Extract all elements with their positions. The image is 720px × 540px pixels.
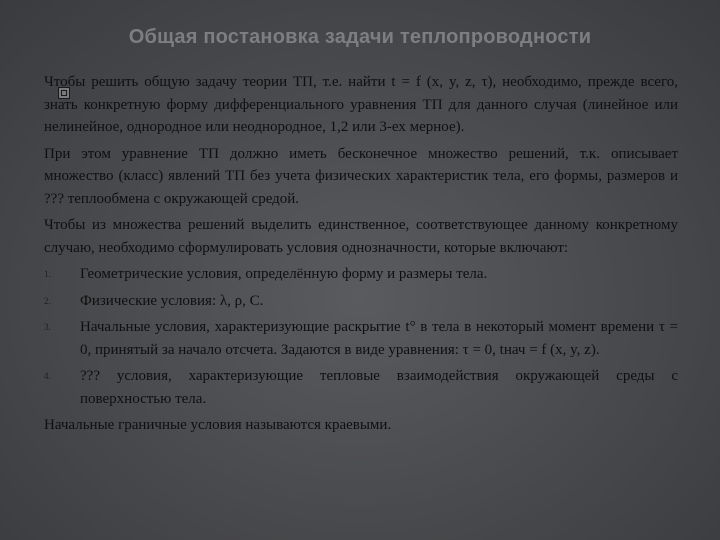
conditions-list [44, 263, 678, 410]
list-item-text: Начальные условия, характеризующие раскрытие t° в тела в некоторый момент времени τ = 0, принятый за начало отсчета. Задаются в виде уравнения: τ = 0, tнач = f (x, y, z). [80, 319, 678, 358]
paragraph-2: При этом уравнение ТП должно иметь бесконечное множество решений, т.к. описывает множество (класс) явлений ТП без учета физических характеристик тела, его формы, размеров и ??? теплообмена с окружающей средой. [44, 145, 678, 207]
paragraph-3: Чтобы из множества решений выделить единственное, соответствующее данному конкретному случаю, необходимо сформулировать условия однозначности, которые включают: [44, 217, 678, 256]
list-item-text: Геометрические условия, определённую форму и размеры тела. [80, 266, 488, 282]
list-item [44, 316, 678, 361]
list-number: 2. [44, 295, 51, 306]
list-item [44, 290, 678, 313]
slide-body [44, 71, 678, 441]
list-item [44, 263, 678, 286]
list-number: 4. [44, 371, 51, 381]
footer-note: Начальные граничные условия называются краевыми. [44, 417, 392, 433]
list-number: 3. [44, 322, 51, 332]
slide-title: Общая постановка задачи теплопроводности [128, 26, 592, 48]
list-item-text: ??? условия, характеризующие тепловые взаимодействия окружающей среды с поверхностью тела. [80, 368, 678, 407]
list-item [44, 365, 678, 410]
list-item-text: Физические условия: λ, ρ, C. [80, 292, 264, 309]
paragraph-1: Чтобы решить общую задачу теории ТП, т.е. найти t = f (x, y, z, τ), необходимо, прежде всего, знать конкретную форму дифференциального уравнения ТП для данного случая (линейное или нелинейное, однородное или неоднородное, 1,2 или 3-ех мерное). [44, 74, 678, 135]
list-number: 1. [44, 269, 51, 279]
